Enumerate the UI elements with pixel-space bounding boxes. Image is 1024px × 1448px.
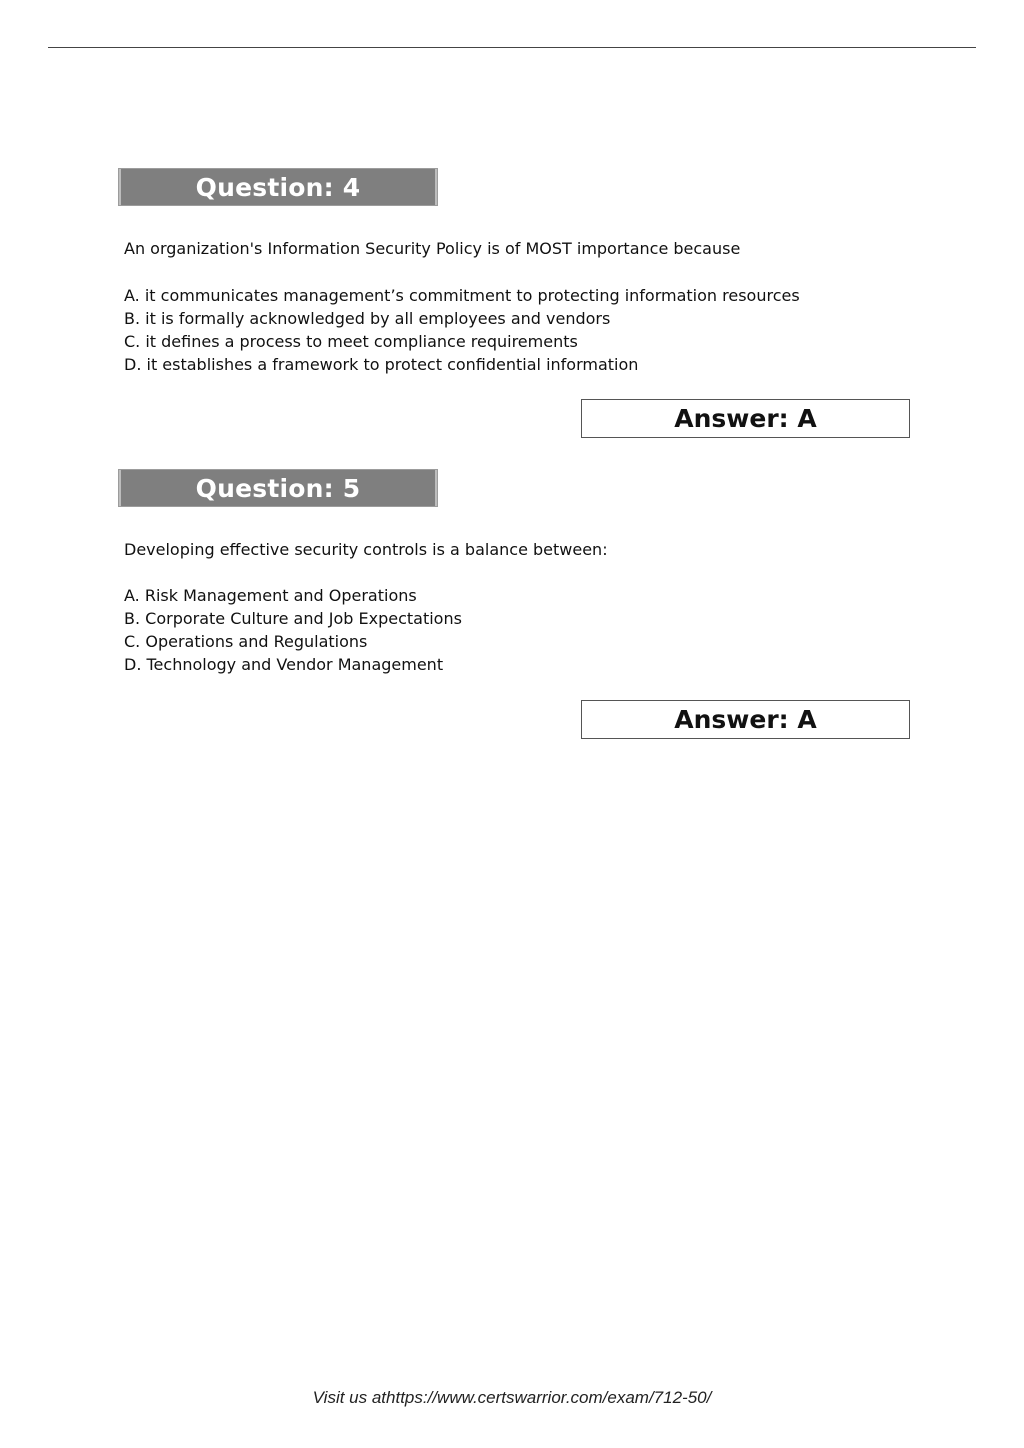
- question-4-options: [124, 284, 800, 376]
- question-4-option-c: C. it defines a process to meet compliance requirements: [124, 332, 578, 351]
- question-5-option-a: A. Risk Management and Operations: [124, 586, 417, 605]
- question-4-answer-box: [581, 399, 910, 438]
- top-divider: [48, 47, 976, 48]
- question-4-option-a: A. it communicates management’s commitment to protecting information resources: [124, 286, 800, 305]
- question-5-text: Developing effective security controls is a balance between:: [124, 540, 608, 559]
- question-5-answer-box: [581, 700, 910, 739]
- footer-link-text[interactable]: Visit us athttps://www.certswarrior.com/exam/712-50/: [312, 1388, 712, 1407]
- question-4-header: [118, 168, 438, 206]
- question-5-answer: Answer: A: [674, 705, 817, 734]
- question-4-title: Question: 4: [195, 172, 361, 202]
- question-5-option-d: D. Technology and Vendor Management: [124, 655, 444, 674]
- question-5-options: [124, 584, 462, 676]
- question-5-title: Question: 5: [195, 473, 361, 503]
- question-5-header: [118, 469, 438, 507]
- question-4-text: An organization's Information Security Policy is of MOST importance because: [124, 239, 741, 258]
- question-4-answer: Answer: A: [674, 404, 817, 433]
- question-4-option-b: B. it is formally acknowledged by all employees and vendors: [124, 309, 611, 328]
- question-5-option-b: B. Corporate Culture and Job Expectations: [124, 609, 462, 628]
- question-4-option-d: D. it establishes a framework to protect confidential information: [124, 355, 639, 374]
- question-5-option-c: C. Operations and Regulations: [124, 632, 368, 651]
